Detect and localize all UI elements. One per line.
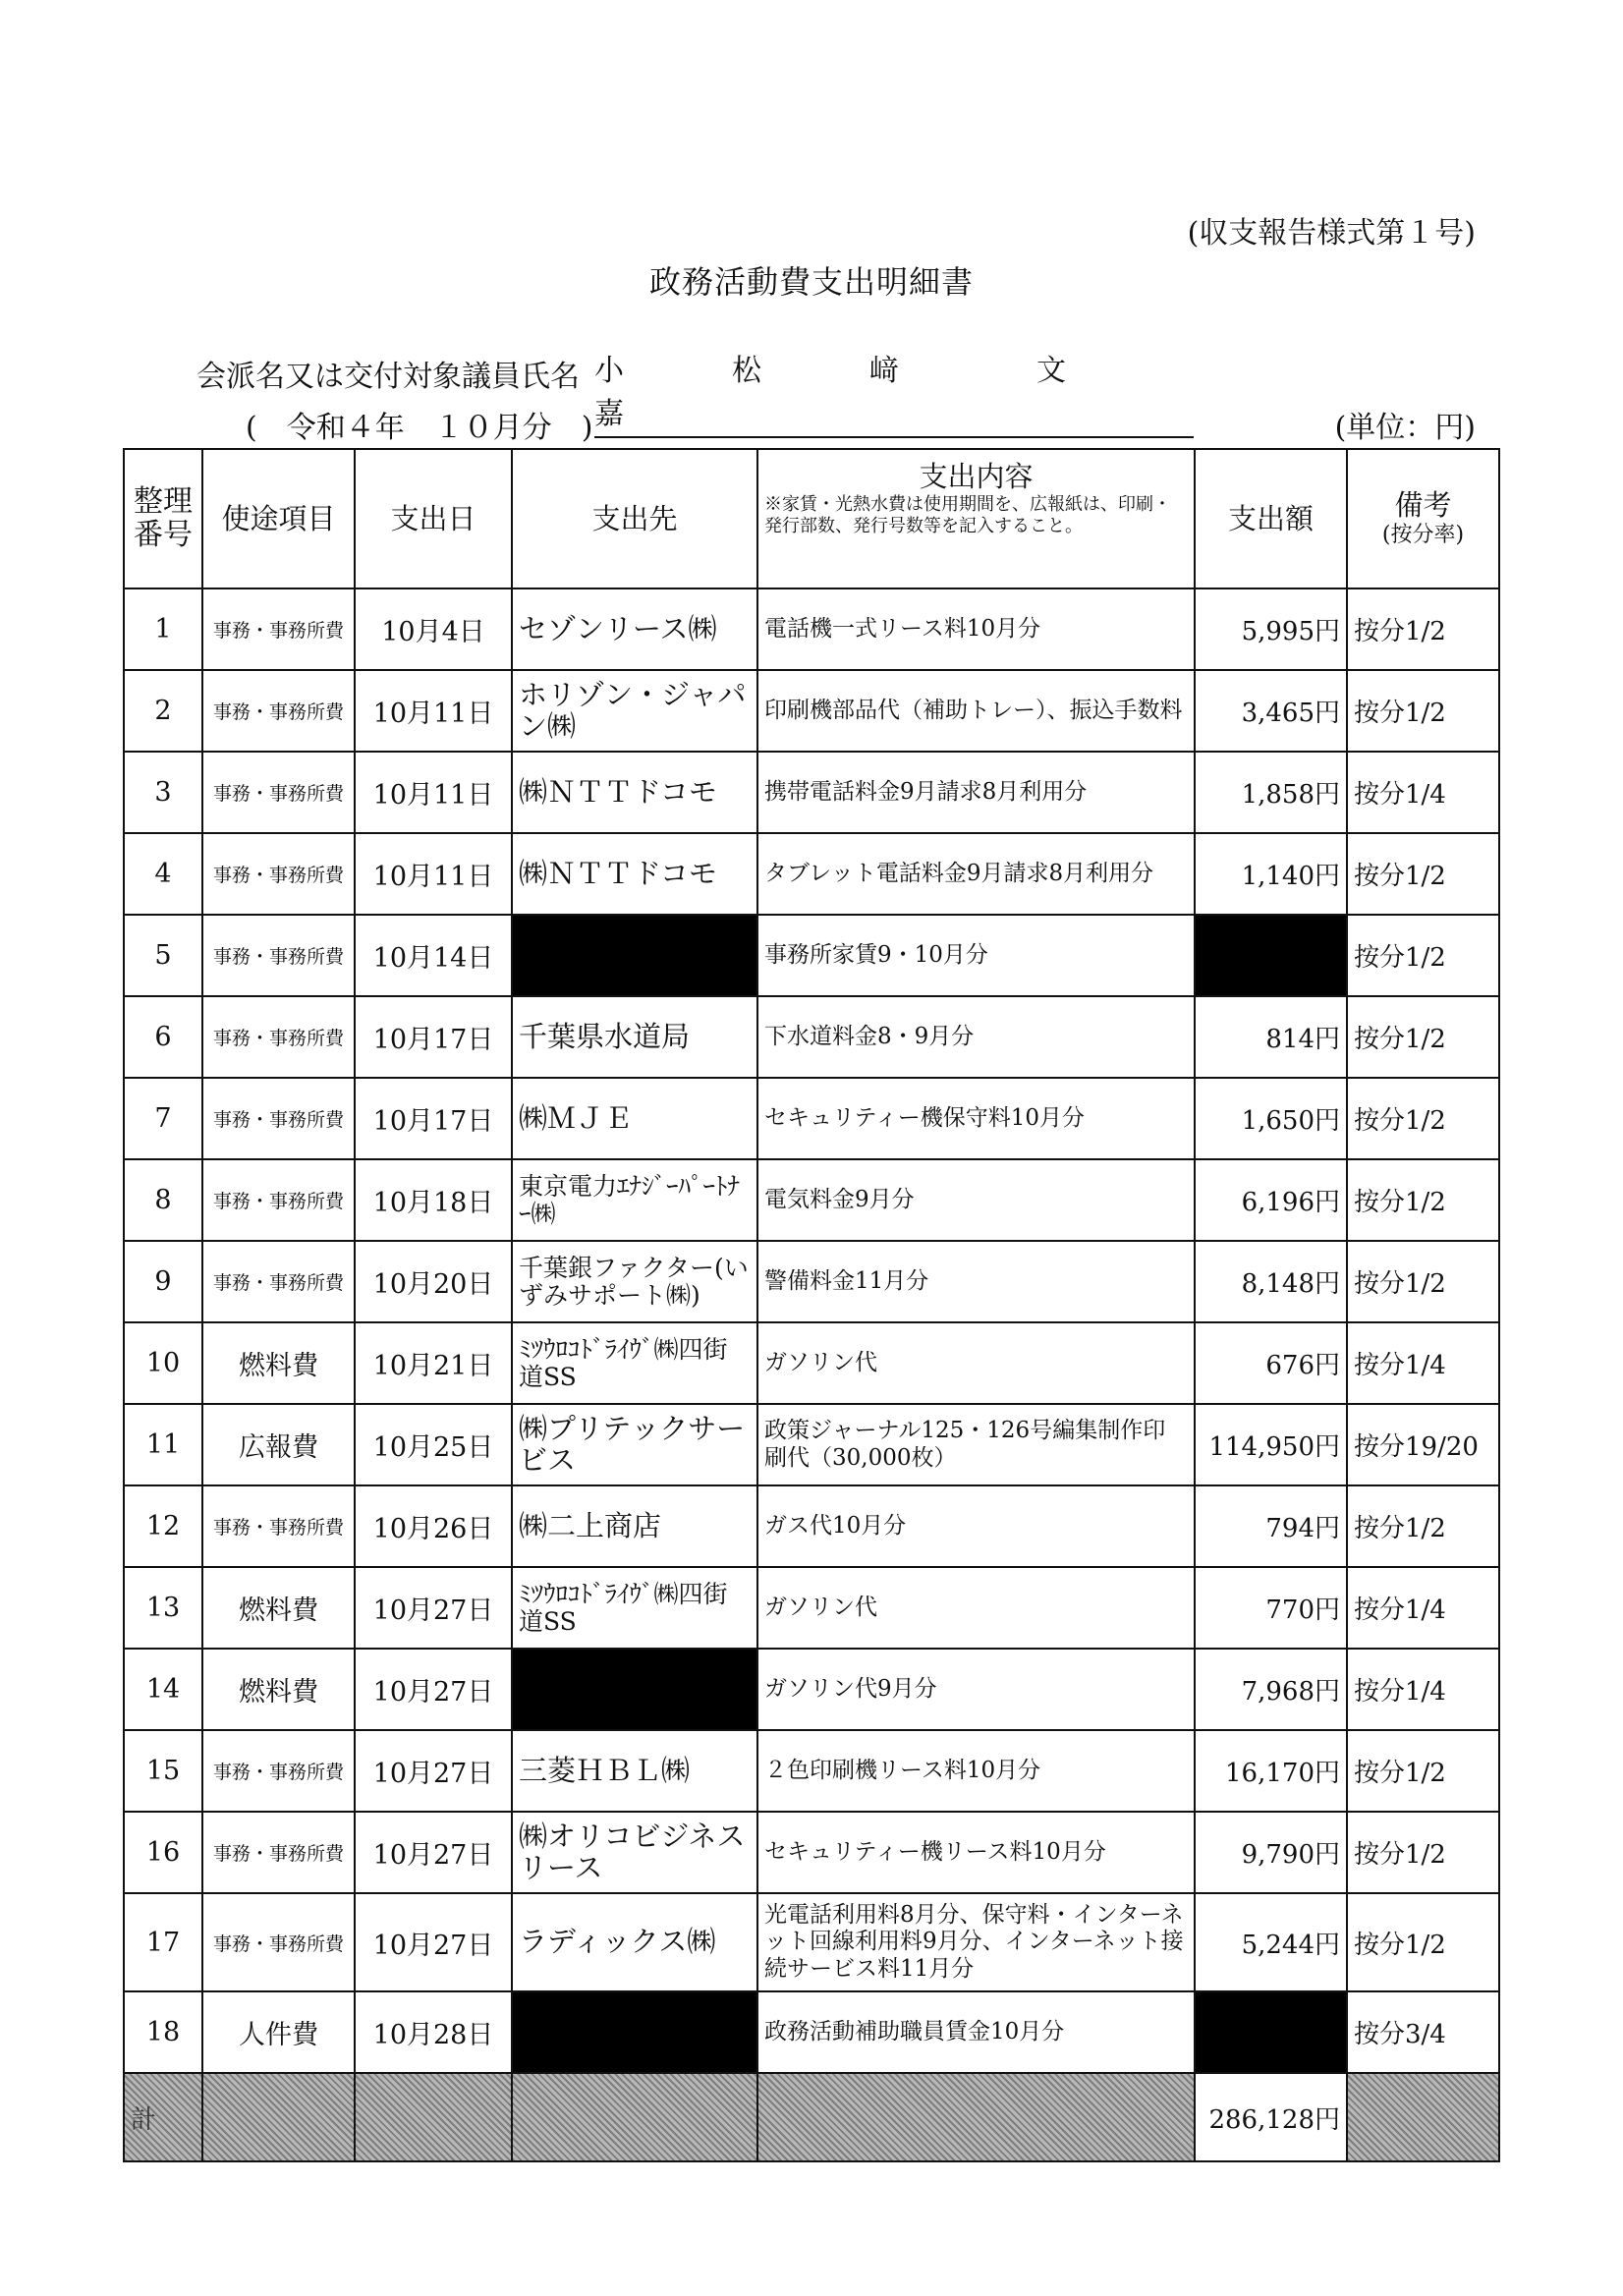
table-body (124, 588, 1499, 2073)
row-number: 10 (124, 1322, 202, 1404)
row-number: 11 (124, 1404, 202, 1485)
payee: セゾンリース㈱ (512, 588, 757, 670)
member-name-char: 﨑 (869, 354, 899, 388)
expense-description: 事務所家賃9・10月分 (757, 915, 1195, 996)
form-number: (収支報告様式第１号) (1187, 216, 1476, 251)
payee: ホリゾン・ジャパン㈱ (512, 670, 757, 752)
row-number: 15 (124, 1730, 202, 1812)
expense-date: 10月27日 (355, 1649, 512, 1730)
expense-description: 政務活動補助職員賃金10月分 (757, 1991, 1195, 2073)
header-usage: 使途項目 (202, 449, 355, 588)
payee: 千葉銀ファクター(いずみサポート㈱) (512, 1241, 757, 1322)
apportion-rate: 按分1/4 (1347, 752, 1499, 833)
expense-amount (1195, 1991, 1347, 2073)
usage-item: 燃料費 (202, 1649, 355, 1730)
header-no: 整理番号 (124, 449, 202, 588)
expense-date: 10月25日 (355, 1404, 512, 1485)
payee (512, 1991, 757, 2073)
row-number: 6 (124, 996, 202, 1078)
table-row (124, 1812, 1499, 1893)
table-row (124, 1078, 1499, 1159)
table-row (124, 1649, 1499, 1730)
header-remarks-title: 備考 (1394, 488, 1452, 523)
header-description-title: 支出内容 (919, 460, 1034, 493)
table-row (124, 996, 1499, 1078)
usage-item: 事務・事務所費 (202, 833, 355, 915)
member-name-char: 文 (1036, 354, 1066, 388)
header-description (757, 449, 1195, 588)
expense-amount: 794円 (1195, 1485, 1347, 1567)
usage-item: 事務・事務所費 (202, 915, 355, 996)
expense-amount: 5,995円 (1195, 588, 1347, 670)
member-name-char: 嘉 (594, 397, 624, 431)
expense-date: 10月14日 (355, 915, 512, 996)
table-row (124, 1159, 1499, 1241)
row-number: 13 (124, 1567, 202, 1649)
usage-item: 人件費 (202, 1991, 355, 2073)
expense-date: 10月20日 (355, 1241, 512, 1322)
total-filler (512, 2073, 757, 2161)
usage-item: 事務・事務所費 (202, 1159, 355, 1241)
apportion-rate: 按分1/2 (1347, 588, 1499, 670)
table-row (124, 670, 1499, 752)
expense-description: ガソリン代9月分 (757, 1649, 1195, 1730)
table-row (124, 1730, 1499, 1812)
table-row (124, 1991, 1499, 2073)
expense-amount: 8,148円 (1195, 1241, 1347, 1322)
header-description-note: ※家賃・光熱水費は使用期間を、広報紙は、印刷・発行部数、発行号数等を記入すること。 (764, 493, 1171, 537)
member-name-char: 松 (732, 354, 761, 388)
payee: 三菱ＨＢＬ㈱ (512, 1730, 757, 1812)
apportion-rate: 按分1/2 (1347, 1078, 1499, 1159)
expense-amount: 1,140円 (1195, 833, 1347, 915)
apportion-rate: 按分1/2 (1347, 833, 1499, 915)
usage-item: 事務・事務所費 (202, 1812, 355, 1893)
expense-amount (1195, 915, 1347, 996)
payee: ㈱オリコビジネスリース (512, 1812, 757, 1893)
apportion-rate: 按分1/4 (1347, 1567, 1499, 1649)
expense-date: 10月11日 (355, 670, 512, 752)
expense-description: 携帯電話料金9月請求8月利用分 (757, 752, 1195, 833)
payee: ㈱二上商店 (512, 1485, 757, 1567)
payee: ﾐﾂｳﾛｺﾄﾞﾗｲｳﾞ㈱四街道SS (512, 1567, 757, 1649)
total-label: 計 (124, 2073, 202, 2161)
row-number: 3 (124, 752, 202, 833)
row-number: 17 (124, 1893, 202, 1991)
payee: 東京電力ｴﾅｼﾞｰﾊﾟｰﾄﾅｰ㈱ (512, 1159, 757, 1241)
total-filler (355, 2073, 512, 2161)
usage-item: 事務・事務所費 (202, 1078, 355, 1159)
member-label: 会派名又は交付対象議員氏名 (196, 360, 580, 394)
expense-date: 10月11日 (355, 752, 512, 833)
apportion-rate: 按分1/2 (1347, 1893, 1499, 1991)
apportion-rate: 按分19/20 (1347, 1404, 1499, 1485)
expense-description: セキュリティー機保守料10月分 (757, 1078, 1195, 1159)
payee: ㈱ＮＴＴドコモ (512, 833, 757, 915)
total-filler (757, 2073, 1195, 2161)
header-remarks (1347, 449, 1499, 588)
expense-description: 電気料金9月分 (757, 1159, 1195, 1241)
usage-item: 事務・事務所費 (202, 1485, 355, 1567)
usage-item: 事務・事務所費 (202, 670, 355, 752)
payee: ㈱ＮＴＴドコモ (512, 752, 757, 833)
expense-amount: 676円 (1195, 1322, 1347, 1404)
payee: ㈱プリテックサービス (512, 1404, 757, 1485)
table-row (124, 588, 1499, 670)
table-row (124, 1893, 1499, 1991)
usage-item: 事務・事務所費 (202, 752, 355, 833)
table-row (124, 1485, 1499, 1567)
currency-unit: (単位：円) (1334, 411, 1476, 445)
row-number: 4 (124, 833, 202, 915)
expense-description: 光電話利用料8月分、保守料・インターネット回線利用料9月分、インターネット接続サービス料11月分 (757, 1893, 1195, 1991)
usage-item: 燃料費 (202, 1322, 355, 1404)
apportion-rate: 按分3/4 (1347, 1991, 1499, 2073)
expense-date: 10月27日 (355, 1730, 512, 1812)
total-filler (1347, 2073, 1499, 2161)
header-payee: 支出先 (512, 449, 757, 588)
table-row (124, 915, 1499, 996)
expense-amount: 1,858円 (1195, 752, 1347, 833)
expense-description: 政策ジャーナル125・126号編集制作印刷代（30,000枚） (757, 1404, 1195, 1485)
expense-amount: 5,244円 (1195, 1893, 1347, 1991)
row-number: 12 (124, 1485, 202, 1567)
apportion-rate: 按分1/2 (1347, 996, 1499, 1078)
expense-amount: 814円 (1195, 996, 1347, 1078)
expense-amount: 6,196円 (1195, 1159, 1347, 1241)
document-title: 政務活動費支出明細書 (648, 263, 974, 301)
table-row (124, 833, 1499, 915)
payee: ラディックス㈱ (512, 1893, 757, 1991)
row-number: 5 (124, 915, 202, 996)
expense-date: 10月27日 (355, 1893, 512, 1991)
expense-date: 10月4日 (355, 588, 512, 670)
payee: ﾐﾂｳﾛｺﾄﾞﾗｲｳﾞ㈱四街道SS (512, 1322, 757, 1404)
expense-date: 10月28日 (355, 1991, 512, 2073)
expense-date: 10月27日 (355, 1567, 512, 1649)
expense-description: 印刷機部品代（補助トレー）、振込手数料 (757, 670, 1195, 752)
apportion-rate: 按分1/4 (1347, 1322, 1499, 1404)
expense-amount: 770円 (1195, 1567, 1347, 1649)
expense-description: ２色印刷機リース料10月分 (757, 1730, 1195, 1812)
usage-item: 事務・事務所費 (202, 996, 355, 1078)
expense-amount: 1,650円 (1195, 1078, 1347, 1159)
payee: 千葉県水道局 (512, 996, 757, 1078)
expense-amount: 114,950円 (1195, 1404, 1347, 1485)
apportion-rate: 按分1/2 (1347, 1241, 1499, 1322)
row-number: 1 (124, 588, 202, 670)
expense-date: 10月11日 (355, 833, 512, 915)
expense-date: 10月27日 (355, 1812, 512, 1893)
apportion-rate: 按分1/2 (1347, 1730, 1499, 1812)
expense-amount: 3,465円 (1195, 670, 1347, 752)
expense-amount: 9,790円 (1195, 1812, 1347, 1893)
expense-description: ガソリン代 (757, 1567, 1195, 1649)
expense-date: 10月21日 (355, 1322, 512, 1404)
expense-table (123, 448, 1500, 2162)
header-date: 支出日 (355, 449, 512, 588)
payee (512, 915, 757, 996)
row-number: 14 (124, 1649, 202, 1730)
row-number: 8 (124, 1159, 202, 1241)
table-row (124, 1404, 1499, 1485)
table-row (124, 752, 1499, 833)
total-row (124, 2073, 1499, 2161)
usage-item: 事務・事務所費 (202, 1730, 355, 1812)
expense-description: 警備料金11月分 (757, 1241, 1195, 1322)
apportion-rate: 按分1/2 (1347, 915, 1499, 996)
member-name-char: 小 (594, 354, 624, 388)
header-row (124, 449, 1499, 588)
expense-description: セキュリティー機リース料10月分 (757, 1812, 1195, 1893)
usage-item: 事務・事務所費 (202, 588, 355, 670)
row-number: 18 (124, 1991, 202, 2073)
apportion-rate: 按分1/4 (1347, 1649, 1499, 1730)
expense-description: ガソリン代 (757, 1322, 1195, 1404)
row-number: 9 (124, 1241, 202, 1322)
expense-date: 10月26日 (355, 1485, 512, 1567)
expense-date: 10月18日 (355, 1159, 512, 1241)
total-amount: 286,128円 (1195, 2073, 1347, 2161)
header-amount: 支出額 (1195, 449, 1347, 588)
report-period: ( 令和４年 １０月分 ) (246, 411, 593, 445)
payee: ㈱ＭＪＥ (512, 1078, 757, 1159)
apportion-rate: 按分1/2 (1347, 1812, 1499, 1893)
total-filler (202, 2073, 355, 2161)
row-number: 2 (124, 670, 202, 752)
usage-item: 燃料費 (202, 1567, 355, 1649)
payee (512, 1649, 757, 1730)
expense-description: 電話機一式リース料10月分 (757, 588, 1195, 670)
apportion-rate: 按分1/2 (1347, 1159, 1499, 1241)
usage-item: 広報費 (202, 1404, 355, 1485)
usage-item: 事務・事務所費 (202, 1241, 355, 1322)
expense-description: タブレット電話料金9月請求8月利用分 (757, 833, 1195, 915)
expense-amount: 7,968円 (1195, 1649, 1347, 1730)
row-number: 16 (124, 1812, 202, 1893)
row-number: 7 (124, 1078, 202, 1159)
member-name (594, 346, 1194, 438)
header-remarks-sub: (按分率) (1381, 523, 1465, 548)
apportion-rate: 按分1/2 (1347, 1485, 1499, 1567)
expense-date: 10月17日 (355, 996, 512, 1078)
expense-description: 下水道料金8・9月分 (757, 996, 1195, 1078)
apportion-rate: 按分1/2 (1347, 670, 1499, 752)
expense-amount: 16,170円 (1195, 1730, 1347, 1812)
usage-item: 事務・事務所費 (202, 1893, 355, 1991)
expense-date: 10月17日 (355, 1078, 512, 1159)
expense-description: ガス代10月分 (757, 1485, 1195, 1567)
table-row (124, 1567, 1499, 1649)
table-row (124, 1322, 1499, 1404)
table-row (124, 1241, 1499, 1322)
